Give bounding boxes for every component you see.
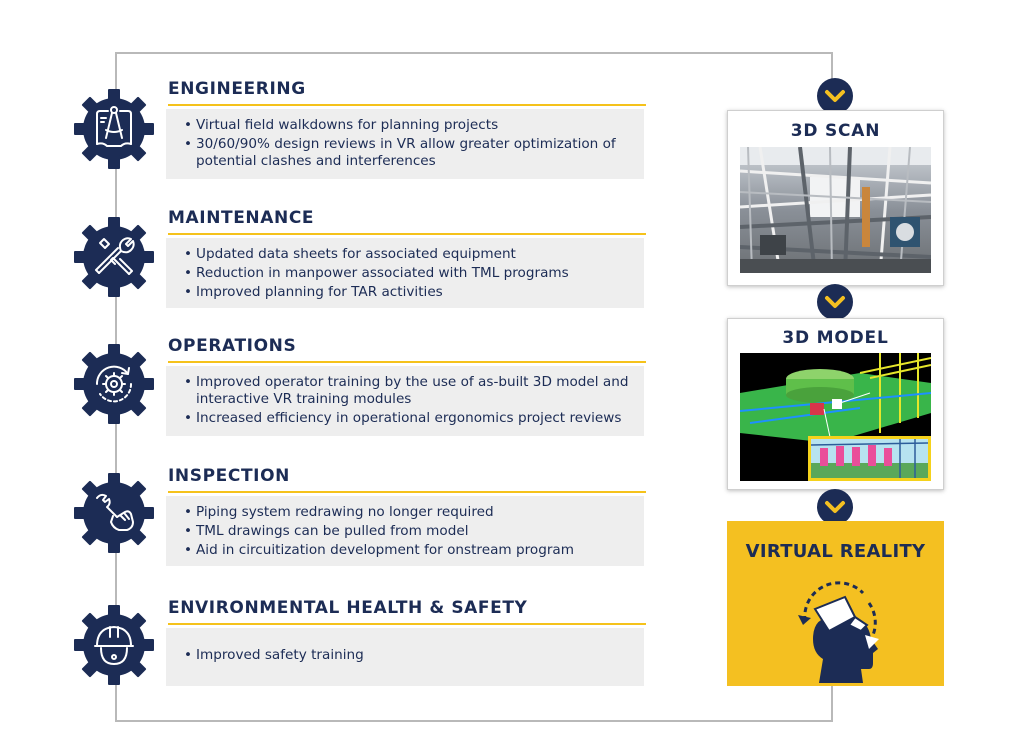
bullet-item: • Piping system redrawing no longer required bbox=[184, 504, 632, 521]
vr-card bbox=[727, 521, 944, 686]
bullet-item: • Improved planning for TAR activities bbox=[184, 284, 632, 301]
chevron-down-icon bbox=[817, 284, 853, 320]
chevron-down-icon bbox=[817, 78, 853, 114]
bullet-item: • Aid in circuitization development for onstream program bbox=[184, 542, 632, 559]
scan-image bbox=[740, 147, 931, 273]
bullet-item: • TML drawings can be pulled from model bbox=[184, 523, 632, 540]
bullet-item: • Virtual field walkdowns for planning projects bbox=[184, 117, 632, 134]
cycle-gear-icon bbox=[73, 343, 155, 425]
bullet-item: • Updated data sheets for associated equipment bbox=[184, 246, 632, 263]
wrench-screwdriver-icon bbox=[73, 216, 155, 298]
model-card bbox=[727, 318, 944, 490]
scan-card-title: 3D SCAN bbox=[790, 121, 881, 141]
section-box-inspection bbox=[166, 496, 644, 566]
bullet-item: • Reduction in manpower associated with TML programs bbox=[184, 265, 632, 282]
hand-wrench-icon bbox=[73, 472, 155, 554]
section-box-engineering bbox=[166, 109, 644, 179]
bullet-item: • 30/60/90% design reviews in VR allow greater optimization of potential clashes and interferences bbox=[184, 136, 632, 170]
model-image bbox=[740, 353, 931, 481]
vr-card-title: VIRTUAL REALITY bbox=[745, 541, 926, 562]
bullet-item: • Increased efficiency in operational ergonomics project reviews bbox=[184, 410, 632, 427]
section-title-inspection: INSPECTION bbox=[168, 466, 646, 493]
scan-card bbox=[727, 110, 944, 286]
section-box-operations bbox=[166, 366, 644, 436]
section-title-operations: OPERATIONS bbox=[168, 336, 646, 363]
chevron-down-icon bbox=[817, 489, 853, 525]
hard-hat-worker-icon bbox=[73, 604, 155, 686]
drafting-compass-icon bbox=[73, 88, 155, 170]
bullet-item: • Improved safety training bbox=[184, 647, 632, 664]
section-title-engineering: ENGINEERING bbox=[168, 79, 646, 106]
section-box-ehs bbox=[166, 628, 644, 686]
section-title-ehs: ENVIRONMENTAL HEALTH & SAFETY bbox=[168, 598, 646, 625]
model-card-title: 3D MODEL bbox=[782, 328, 889, 348]
section-title-maintenance: MAINTENANCE bbox=[168, 208, 646, 235]
section-box-maintenance bbox=[166, 238, 644, 308]
bullet-item: • Improved operator training by the use of as-built 3D model and interactive VR training modules bbox=[184, 374, 632, 408]
vr-headset-head-icon bbox=[783, 573, 893, 683]
